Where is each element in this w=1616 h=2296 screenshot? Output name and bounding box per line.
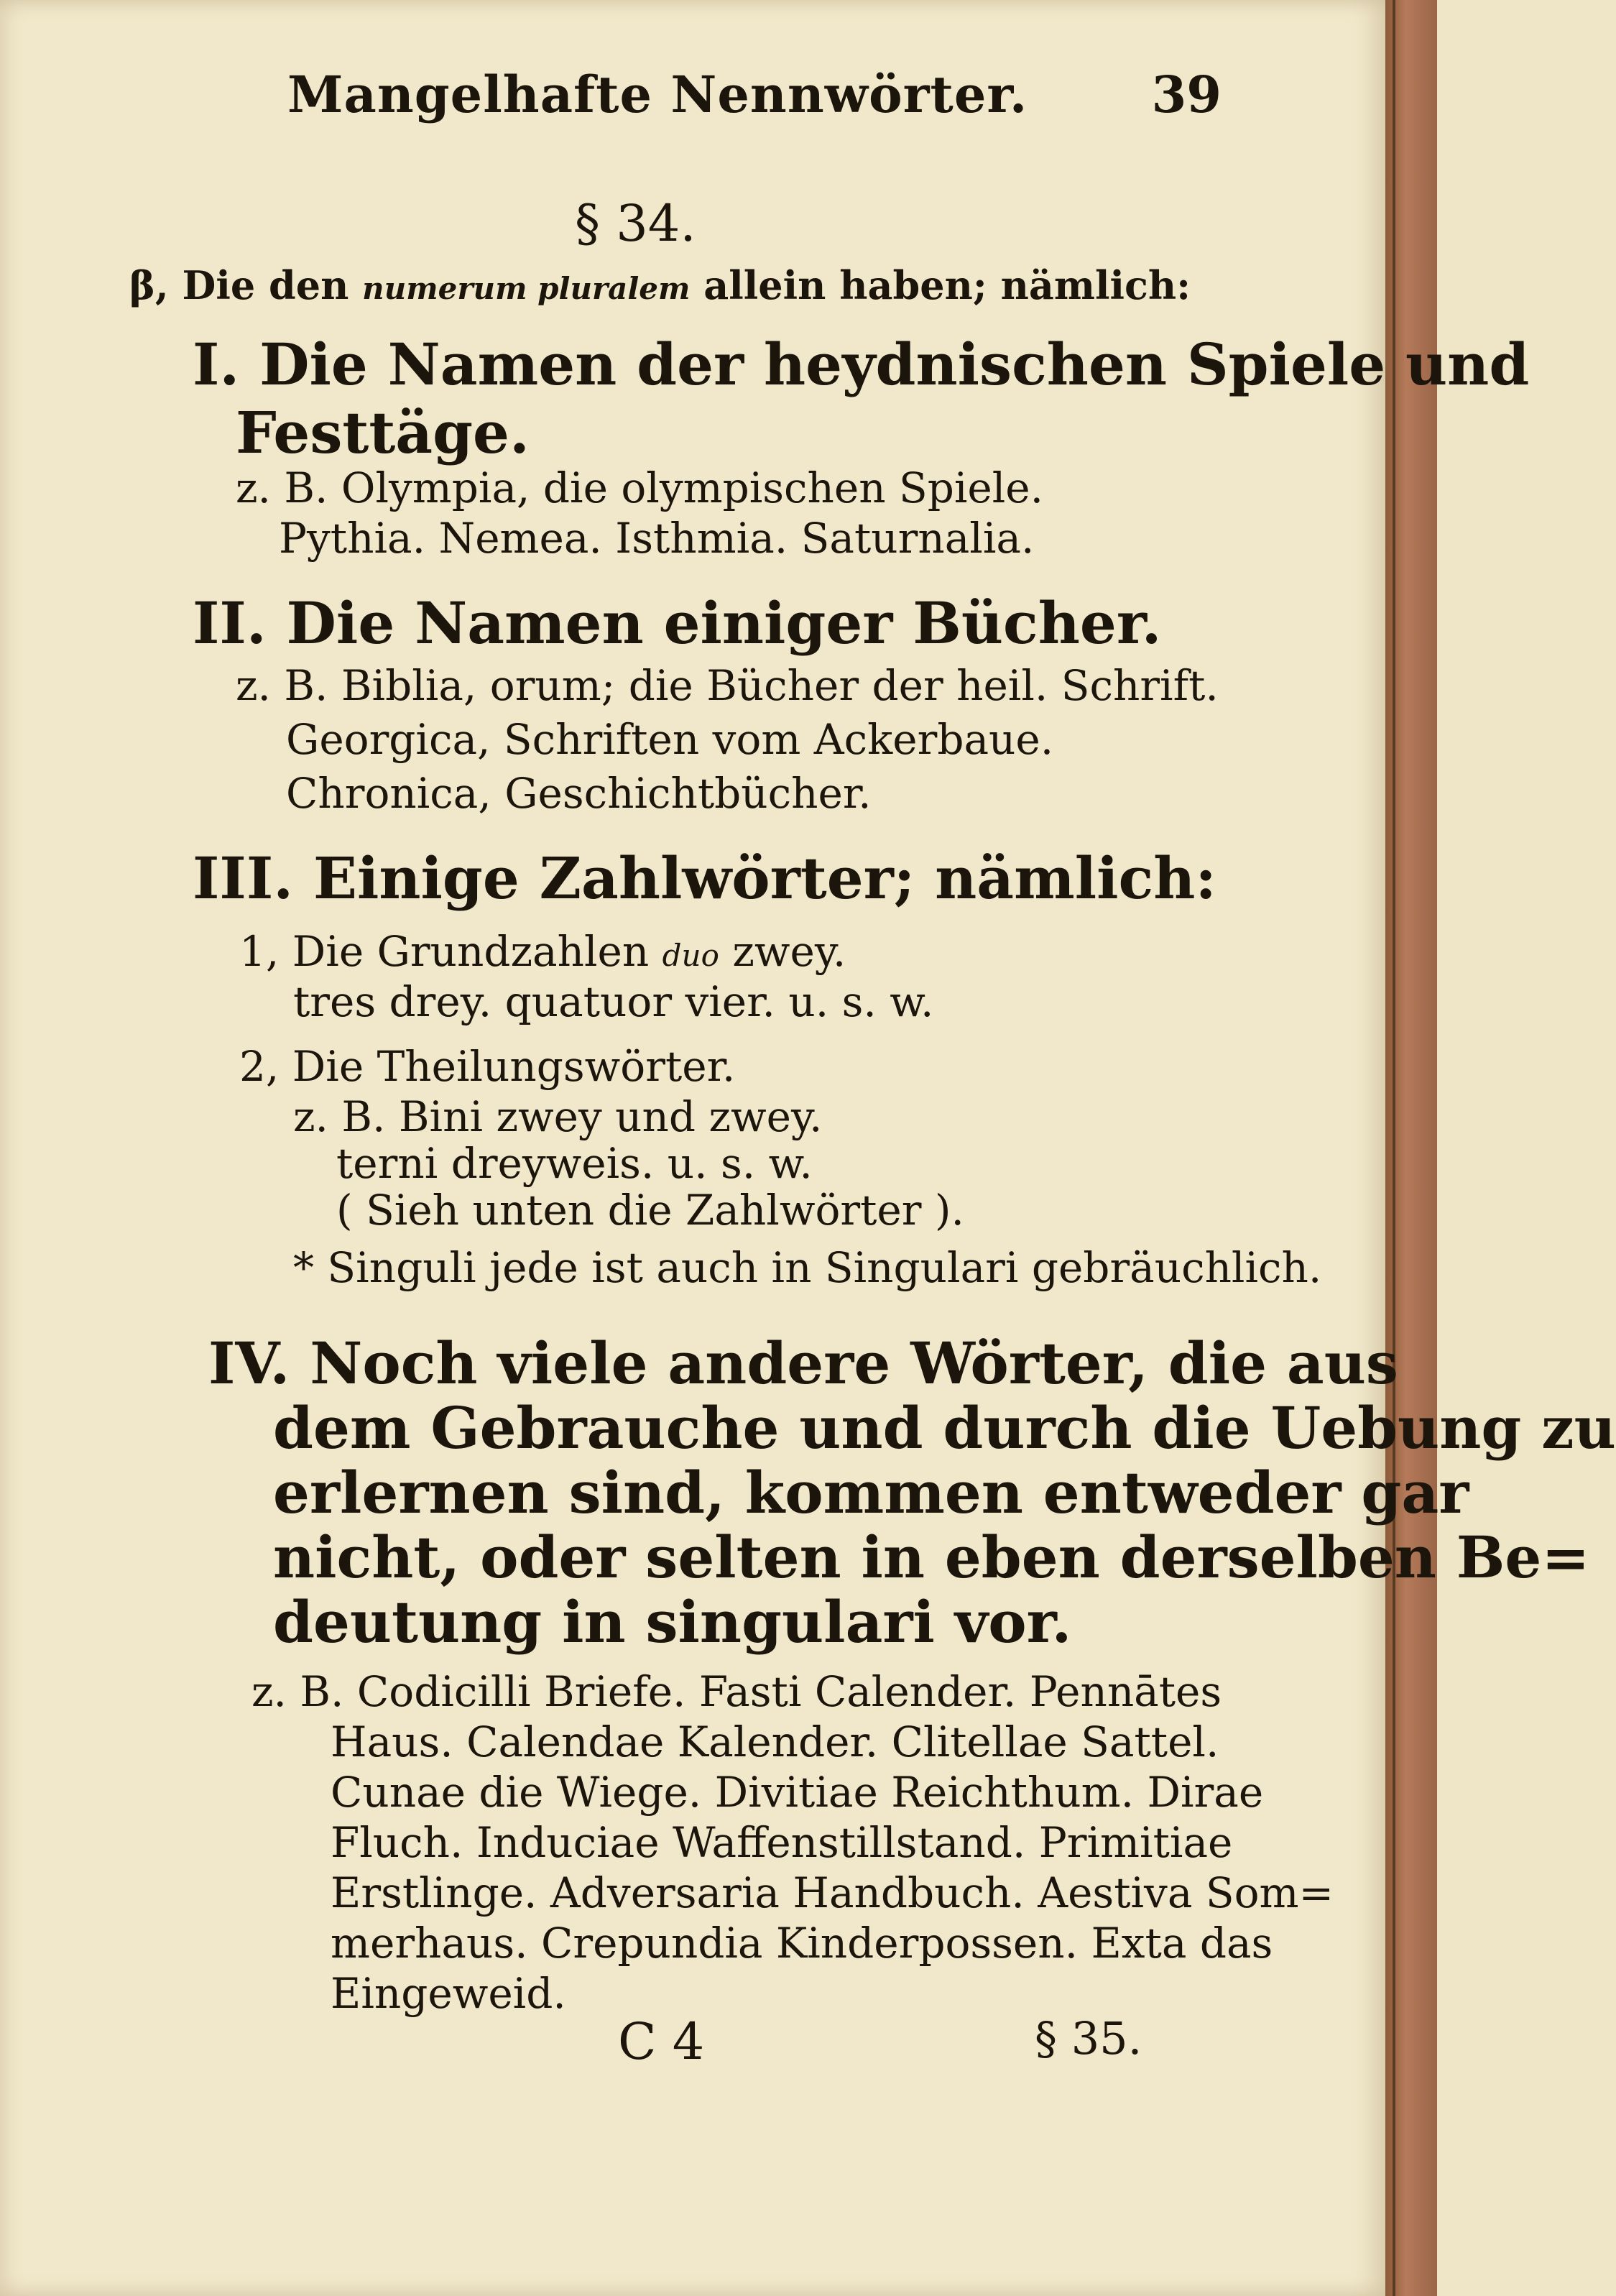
item-i-heading-1: I. Die Namen der heydnischen Spiele und [193,331,1530,398]
item-iii-note: * Singuli jede ist auch in Singulari gebräuchlich. [293,1243,1322,1292]
item-iv-example-4: Fluch. Induciae Waffenstillstand. Primitiae [331,1818,1233,1867]
item-i [193,331,1530,575]
item-ii [193,589,1219,826]
intro-text-after: allein haben; nämlich: [703,262,1191,308]
item-i-heading-2: Festtäge. [236,399,530,466]
item-iv-example-3: Cunae die Wiege. Divitiae Reichthum. Dirae [331,1768,1264,1817]
item-iv-line-5: deutung in singulari vor. [273,1588,1072,1656]
item-iv [208,1329,1616,2019]
item-ii-heading: II. Die Namen einiger Bücher. [193,589,1162,657]
intro-marker: β, [129,262,169,308]
item-i-example-1: z. B. Olympia, die olympischen Spiele. [236,464,1044,512]
item-iii-sub2-line4: ( Sieh unten die Zahlwörter ). [336,1186,964,1235]
page-number: 39 [1151,65,1222,124]
item-iii-sub1-latin: duo [662,938,719,973]
intro-line [129,262,1191,308]
item-iii [193,844,1322,1304]
intro-latin: numerum pluralem [362,271,691,306]
catchword: § 35. [1035,2012,1142,2065]
intro-text-before: Die den [182,262,349,308]
item-iv-line-3: erlernen sind, kommen entweder gar [273,1459,1469,1526]
item-iii-sub1-line1 [239,927,846,976]
item-iii-sub1-text: 1, Die Grundzahlen [239,927,650,976]
item-iv-example-6: merhaus. Crepundia Kinderpossen. Exta das [331,1919,1273,1968]
item-ii-example-3: Chronica, Geschichtbücher. [286,769,872,818]
item-iii-sub2-line3: terni dreyweis. u. s. w. [336,1139,813,1188]
item-iv-example-1: z. B. Codicilli Briefe. Fasti Calender. Pennātes [251,1667,1222,1716]
item-iv-line-1: IV. Noch viele andere Wörter, die aus [208,1329,1398,1397]
item-iv-example-5: Erstlinge. Adversaria Handbuch. Aestiva Som= [331,1868,1334,1917]
item-i-example-2: Pythia. Nemea. Isthmia. Saturnalia. [279,514,1035,563]
item-iv-line-4: nicht, oder selten in eben derselben Be= [273,1523,1590,1591]
item-iv-example-2: Haus. Calendae Kalender. Clitellae Sattel. [331,1718,1219,1766]
item-ii-example-2: Georgica, Schriften vom Ackerbaue. [286,715,1054,764]
item-iii-sub1-after: zwey. [732,927,846,976]
page-header [287,65,1222,144]
item-iv-example-7: Eingeweid. [331,1969,566,2018]
running-head: Mangelhafte Nennwörter. [287,65,1028,124]
item-iv-line-2: dem Gebrauche und durch die Uebung zu [273,1394,1616,1462]
section-mark: § 34. [575,194,696,253]
item-iii-heading: III. Einige Zahlwörter; nämlich: [193,844,1216,912]
item-ii-example-1: z. B. Biblia, orum; die Bücher der heil. Schrift. [236,661,1219,710]
item-iii-sub2-line2: z. B. Bini zwey und zwey. [293,1092,823,1141]
item-iii-sub1-line2: tres drey. quatuor vier. u. s. w. [293,977,934,1026]
item-iii-sub2-line1: 2, Die Theilungswörter. [239,1042,736,1091]
signature-mark: C 4 [618,2012,705,2071]
